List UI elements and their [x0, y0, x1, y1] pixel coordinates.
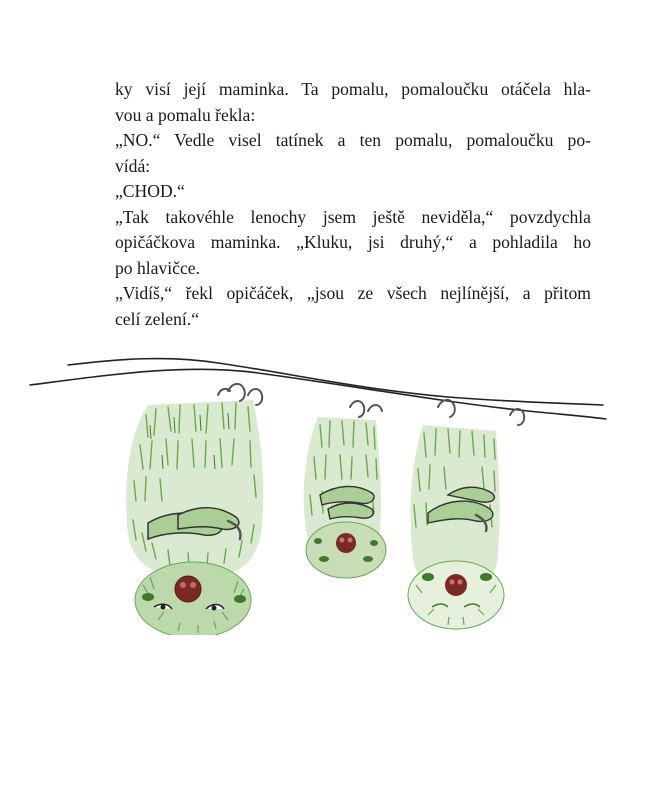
sloth-child — [408, 400, 524, 629]
story-line-4: vídá: — [115, 155, 151, 176]
sloth-mother — [126, 384, 263, 635]
story-line-5: „CHOD.“ — [115, 181, 185, 201]
sloth-father-nose — [336, 533, 356, 553]
story-line-2: vou a pomalu řekla: — [115, 104, 256, 125]
story-line-6: „Tak takovéhle lenochy jsem ještě neviděla,“ povzdychla — [115, 206, 591, 227]
story-line-1: ky visí její maminka. Ta pomalu, pomaloučku otáčela hla- — [115, 79, 591, 99]
story-line-7: opičáčkova maminka. „Kluku, jsi druhý,“ a pohladila ho — [115, 232, 591, 252]
sloth-child-nose — [445, 574, 467, 596]
sloth-mother-head — [135, 562, 251, 635]
story-line-10: celí zelení.“ — [115, 308, 199, 329]
story-line-3: „NO.“ Vedle visel tatínek a ten pomalu, pomaloučku po- — [115, 130, 591, 150]
sloths-illustration — [28, 345, 608, 635]
story-line-8: po hlavičce. — [115, 257, 200, 278]
sloth-father-head — [306, 522, 386, 578]
sloth-child-head — [408, 561, 504, 629]
story-text — [115, 77, 591, 332]
sloth-mother-nose — [175, 576, 201, 602]
story-line-9: „Vidíš,“ řekl opičáček, „jsou ze všech nejlínější, a přitom — [115, 283, 591, 303]
sloth-father — [304, 401, 386, 578]
